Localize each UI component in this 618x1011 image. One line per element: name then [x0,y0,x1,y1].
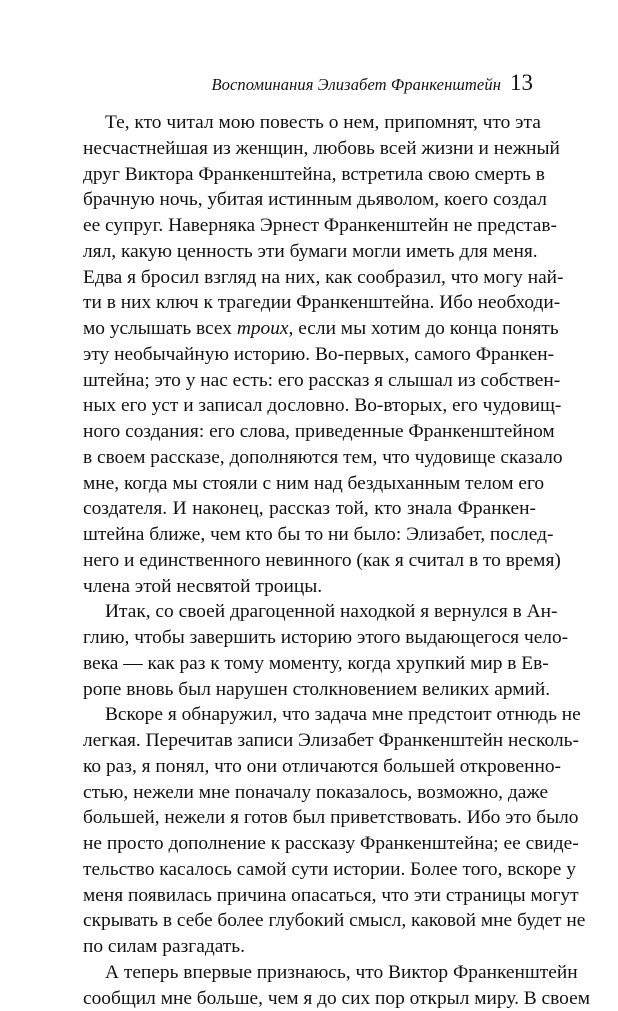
emphasized-word: троих, [237,318,294,339]
text-line: брачную ночь, убитая истинным дьяволом, коего создал [83,187,536,213]
text-line: по силам разгадать. [83,934,536,960]
text-line: ных его уст и записал дословно. Во-вторых, его чудовищ- [83,393,536,419]
text-line: члена этой несвятой троицы. [83,574,536,600]
text-line: сообщил мне больше, чем я до сих пор открыл миру. В своем [83,986,536,1011]
text-line: него и единственного невинного (как я считал в то время) [83,548,536,574]
text-line: в своем рассказе, дополняются тем, что чудовище сказало [83,445,536,471]
text-line: тельство касалось самой сути истории. Более того, вскоре у [83,857,536,883]
text-line: ко раз, я понял, что они отличаются большей откровенно- [83,754,536,780]
text-line: несчастнейшая из женщин, любовь всей жизни и нежный [83,136,536,162]
text-line: ее супруг. Наверняка Эрнест Франкенштейн не представ- [83,213,536,239]
text-line: глию, чтобы завершить историю этого выдающегося чело- [83,625,536,651]
text-line: Итак, со своей драгоценной находкой я вернулся в Ан- [83,599,536,625]
text-line: ного создания: его слова, приведенные Франкенштейном [83,419,536,445]
text-line: века — как раз к тому моменту, когда хрупкий мир в Ев- [83,651,536,677]
text-line: А теперь впервые признаюсь, что Виктор Франкенштейн [83,960,536,986]
text-line: меня появилась причина опасаться, что эти страницы могут [83,883,536,909]
text-line: ти в них ключ к трагедии Франкенштейна. Ибо необходи- [83,290,536,316]
text-line: не просто дополнение к рассказу Франкенштейна; ее свиде- [83,831,536,857]
line-text-after: если мы хотим до конца понять [293,318,558,339]
line-text-before: мо услышать всех [83,318,237,339]
text-line: лял, какую ценность эти бумаги могли иметь для меня. [83,239,536,265]
page-number: 13 [510,70,533,95]
text-line-with-emphasis [83,316,536,342]
text-line: Едва я бросил взгляд на них, как сообразил, что могу най- [83,265,536,291]
text-line: Вскоре я обнаружил, что задача мне предстоит отнюдь не [83,702,536,728]
text-line: Те, кто читал мою повесть о нем, припомнят, что эта [83,110,536,136]
running-header [0,70,533,96]
text-line: мне, когда мы стояли с ним над бездыханным телом его [83,471,536,497]
text-line: друг Виктора Франкенштейна, встретила свою смерть в [83,162,536,188]
text-line: скрывать в себе более глубокий смысл, каковой мне будет не [83,908,536,934]
running-title: Воспоминания Элизабет Франкенштейн [211,75,501,94]
text-line: стью, нежели мне поначалу показалось, возможно, даже [83,780,536,806]
text-line: штейна; это у нас есть: его рассказ я слышал из собствен- [83,368,536,394]
text-line: легкая. Перечитав записи Элизабет Франкенштейн несколь- [83,728,536,754]
text-line: большей, нежели я готов был приветствовать. Ибо это было [83,805,536,831]
text-line: эту необычайную историю. Во-первых, самого Франкен- [83,342,536,368]
text-line: создателя. И наконец, рассказ той, кто знала Франкен- [83,496,536,522]
text-line: ропе вновь был нарушен столкновением великих армий. [83,677,536,703]
text-line: штейна ближе, чем кто бы то ни было: Элизабет, послед- [83,522,536,548]
body-text [83,110,536,1011]
